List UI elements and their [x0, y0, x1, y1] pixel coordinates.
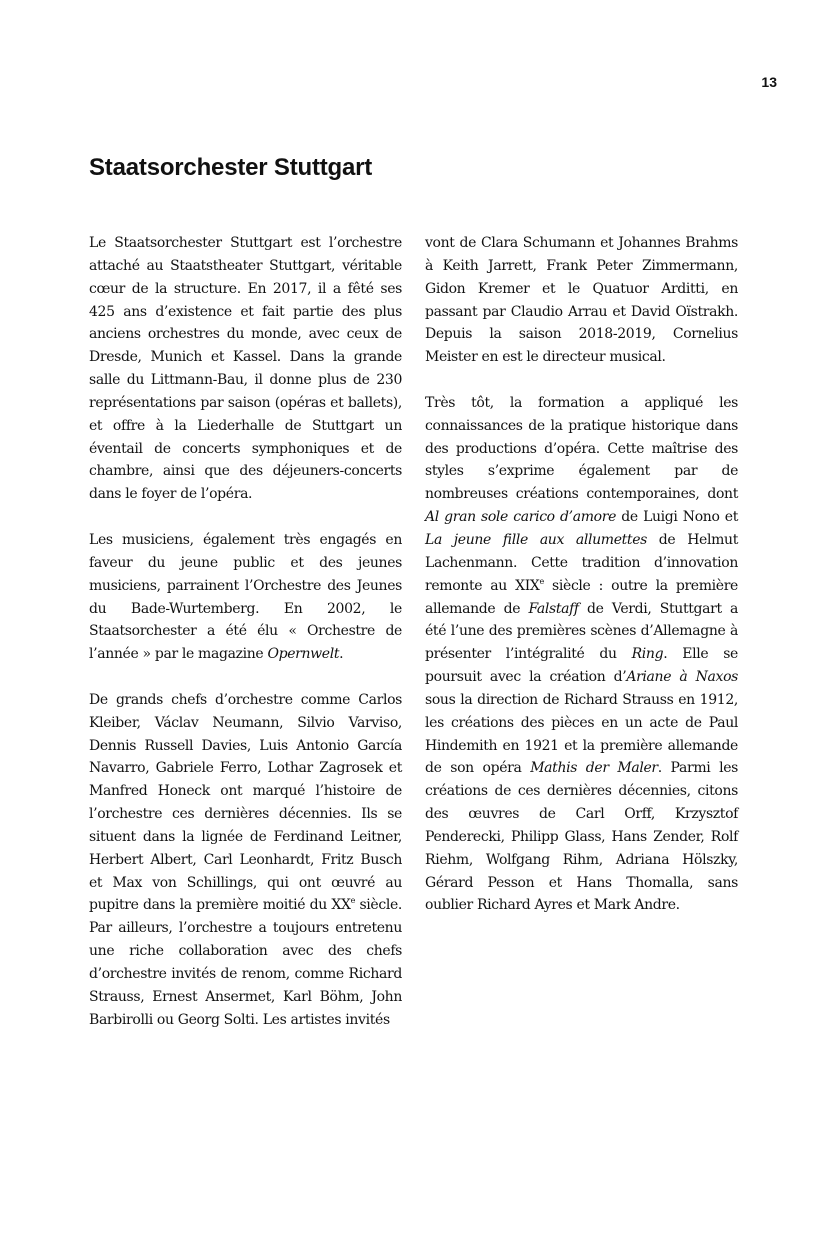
century-superscript: e — [350, 896, 355, 906]
paragraph-guests: vont de Clara Schumann et Johannes Brahms à Keith Jarrett, Frank Peter Zimmermann, Gidon Kremer et le Quatuor Arditti, en passant par Claudio Arrau et David Oïstrakh. Depuis la saison 2018-2019, Cornelius Meister en est le directeur musical. — [425, 235, 738, 366]
repertoire-text-7: sous la direction de Richard Strauss en 1912, les créations des pièces en un acte de Paul Hindemith en 1921 et la première allemande de son opéra — [425, 691, 738, 777]
century-superscript-2: e — [539, 576, 544, 586]
repertoire-text-4: siècle : outre la première allemande de — [425, 577, 738, 617]
work-title-mathis: Mathis der Maler — [530, 760, 658, 777]
work-title-nono: Al gran sole carico d’amore — [425, 509, 617, 526]
paragraph-conductors — [89, 689, 402, 1032]
page-title: Staatsorchester Stuttgart — [89, 154, 373, 181]
paragraph-youth-text: Les musiciens, également très engagés en faveur du jeune public et des jeunes musiciens, parrainent l’Orchestre des Jeunes du Bade-Wurtemberg. En 2002, le Staatsorchester a été élu « Orchestre de l’année » par le magazine — [89, 531, 402, 663]
right-column — [425, 232, 738, 917]
repertoire-text-1: Très tôt, la formation a appliqué les connaissances de la pratique historique dans des productions d’opéra. Cette maîtrise des styles s’exprime également par de nombreuses créations contemporaines, dont — [425, 394, 738, 503]
paragraph-youth-end: . — [339, 646, 344, 663]
repertoire-text-2: de Luigi Nono et — [616, 509, 738, 526]
repertoire-text-5: de Verdi, Stuttgart a été l’une des premières scènes d’Allemagne à présenter l’intégralité du — [425, 600, 739, 663]
repertoire-text-8: . Parmi les créations de ces dernières décennies, citons des œuvres de Carl Orff, Krzysztof Penderecki, Philipp Glass, Hans Zender, Rolf Riehm, Wolfgang Rihm, Adriana Hölszky, Gérard Pesson et Hans Thomalla, sans oublier Richard Ayres et Mark Andre. — [425, 760, 738, 914]
magazine-title: Opernwelt — [267, 646, 340, 663]
work-title-ring: Ring — [631, 646, 664, 663]
paragraph-history: Le Staatsorchester Stuttgart est l’orchestre attaché au Staatstheater Stuttgart, véritable cœur de la structure. En 2017, il a fêté ses 425 ans d’existence et fait partie des plus anciens orchestres du monde, avec ceux de Dresde, Munich et Kassel. Dans la grande salle du Littmann-Bau, il donne plus de 230 représentations par saison (opéras et ballets), et offre à la Liederhalle de Stuttgart un éventail de concerts symphoniques et de chambre, ainsi que des déjeuners-concerts dans le foyer de l’opéra. — [89, 235, 402, 503]
repertoire-text-3: de Helmut Lachenmann. Cette tradition d’innovation remonte au XIX — [425, 531, 738, 594]
paragraph-conductors-b: siècle. Par ailleurs, l’orchestre a toujours entretenu une riche collaboration avec des chefs d’orchestre invités de renom, comme Richard Strauss, Ernest Ansermet, Karl Böhm, John Barbirolli ou Georg Solti. Les artistes invités — [89, 897, 402, 1028]
work-title-ariane: Ariane à Naxos — [626, 669, 738, 686]
page-number: 13 — [761, 74, 777, 90]
work-title-falstaff: Falstaff — [528, 600, 579, 617]
paragraph-repertoire — [425, 392, 738, 917]
paragraph-conductors-a: De grands chefs d’orchestre comme Carlos Kleiber, Václav Neumann, Silvio Varviso, Dennis Russell Davies, Luis Antonio García Navarro, Gabriele Ferro, Lothar Zagrosek et Manfred Honeck ont marqué l’histoire de l’orchestre ces dernières décennies. Ils se situent dans la lignée de Ferdinand Leitner, Herbert Albert, Carl Leonhardt, Fritz Busch et Max von Schillings, qui ont œuvré au pupitre dans la première moitié du XX — [89, 691, 402, 914]
left-column — [89, 232, 402, 1032]
work-title-lachenmann: La jeune fille aux allumettes — [425, 531, 647, 548]
paragraph-youth — [89, 529, 402, 666]
repertoire-text-6: . Elle se poursuit avec la création d’ — [425, 646, 738, 686]
